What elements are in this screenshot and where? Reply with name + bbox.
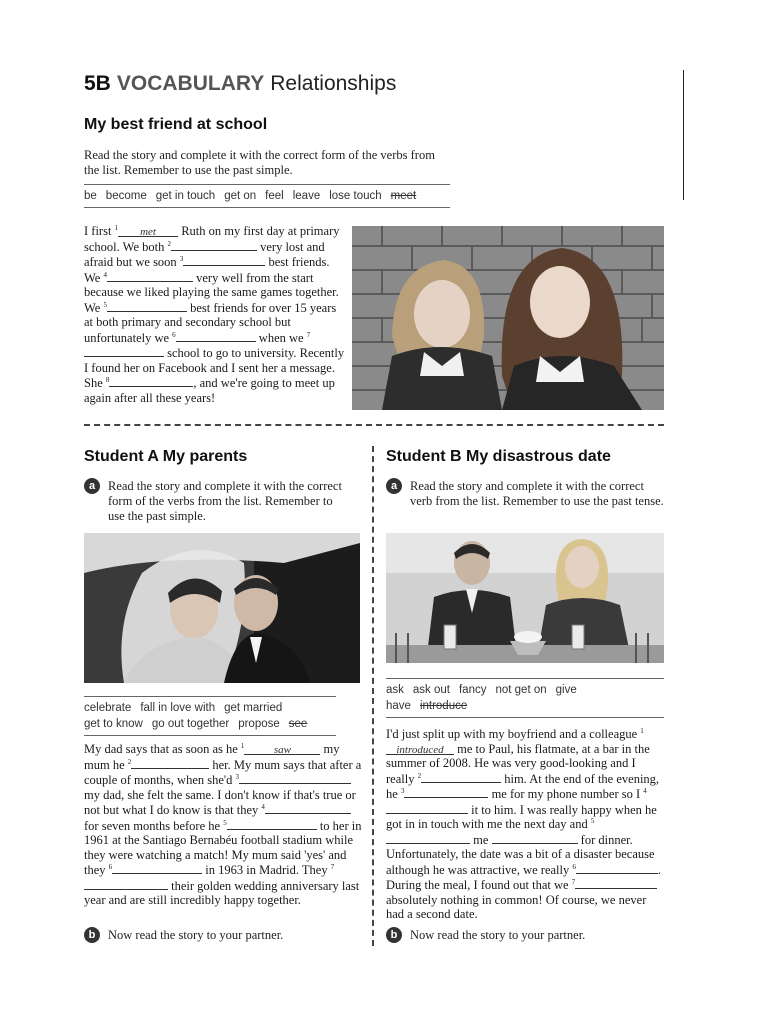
blank-a2[interactable] (131, 757, 209, 769)
schoolgirls-illustration (352, 226, 664, 410)
photo-schoolgirls (352, 226, 664, 410)
blank-b6[interactable] (576, 862, 658, 874)
photo-date-couple (386, 533, 664, 663)
word-item: propose (238, 718, 280, 730)
word-item: get on (224, 190, 257, 202)
word-item: celebrate (84, 702, 132, 714)
date-illustration (386, 533, 664, 663)
studentA-instructions: Read the story and complete it with the correct form of the verbs from the list. Remember to use the past simple. (108, 479, 342, 523)
studentA-task-a (84, 478, 364, 523)
task-b-badge: b (386, 927, 402, 943)
word-item: be (84, 190, 97, 202)
word-item: become (105, 190, 147, 202)
photo-wedding-couple (84, 533, 360, 683)
blank-b1[interactable]: introduced (386, 743, 454, 755)
task-a-badge: a (84, 478, 100, 494)
section1-word-list (84, 184, 450, 208)
blank-a6[interactable] (112, 862, 202, 874)
blank-a3[interactable] (239, 772, 351, 784)
word-item: get in touch (155, 190, 216, 202)
word-item: have (386, 700, 411, 712)
blank-a5[interactable] (227, 818, 317, 830)
margin-line (683, 70, 684, 200)
blank-b2[interactable] (421, 771, 501, 783)
word-item: get to know (84, 718, 143, 730)
section-divider (84, 424, 664, 426)
blank-4[interactable] (107, 270, 193, 282)
blank-a7[interactable] (84, 878, 168, 890)
blank-7[interactable] (84, 345, 164, 357)
studentA-final-instruction: Now read the story to your partner. (108, 928, 284, 942)
topic-label: Relationships (270, 72, 397, 95)
blank-b3[interactable] (404, 786, 488, 798)
section-label: VOCABULARY (116, 72, 265, 95)
word-item: go out together (151, 718, 230, 730)
section1-story: I first $^1$ met Ruth on my first day at primary school. We both $^2$ very lost and afraid but we soon $^3$ best friends. We $^4$ very well from the start because we liked playing the same games together. We $^5$ best friends for over 15 years at both primary and secondary school but unfortunately we $^6$ when we $^7$ school to go to university. Recently I found her on Facebook and I sent her a message. She $^8$ , and we're going to meet up again after all these years! (84, 223, 345, 405)
blank-2[interactable] (171, 239, 257, 251)
blank-a1[interactable]: saw (244, 743, 320, 755)
studentB-instructions: Read the story and complete it with the correct verb from the list. Remember to use the past tense. (410, 479, 664, 508)
blank-b5[interactable] (386, 832, 470, 844)
studentA-task-b (84, 927, 364, 945)
unit-code: 5B (84, 72, 111, 95)
task-a-badge: a (386, 478, 402, 494)
section1-instructions: Read the story and complete it with the correct form of the verbs from the list. Remember to use the past simple. (84, 148, 435, 177)
section1-heading: My best friend at school (84, 116, 268, 133)
studentB-task-b (386, 927, 666, 945)
blank-6[interactable] (176, 330, 256, 342)
word-item: feel (265, 190, 284, 202)
blank-8[interactable] (109, 375, 193, 387)
page-title (84, 72, 396, 96)
blank-b5b[interactable] (492, 832, 578, 844)
column-divider (372, 446, 374, 946)
studentA-word-list (84, 696, 336, 736)
word-item: lose touch (329, 190, 382, 202)
studentB-word-list (386, 678, 664, 718)
task-b-badge: b (84, 927, 100, 943)
studentA-heading: Student A My parents (84, 448, 248, 465)
studentB-task-a (386, 478, 666, 508)
word-item: ask out (412, 684, 450, 696)
studentB-heading: Student B My disastrous date (386, 448, 611, 465)
word-item: give (555, 684, 577, 696)
blank-a4[interactable] (265, 802, 351, 814)
blank-3[interactable] (183, 254, 265, 266)
studentB-final-instruction: Now read the story to your partner. (410, 928, 586, 942)
word-item-struck: see (288, 718, 308, 730)
wedding-illustration (84, 533, 360, 683)
word-item-struck: introduce (419, 700, 468, 712)
studentB-story: I'd just split up with my boyfriend and a colleague $^1$introduced me to Paul, his flatmate, at a bar in the summer of 2008. He was very good-looking and I really $^2$ him. At the end of the evening, he $^3$ me for my phone number so I $^4$ it to him. I was really happy when he got in in touch with me the next day and $^5$ me for dinner. Unfortunately, the date was a bit of a disaster because although he was attractive, we really $^6$ . During the meal, I found out that we $^7$ absolutely nothing in common! Of course, we never had a second date. (386, 726, 662, 921)
word-item-struck: meet (390, 190, 417, 202)
blank-5[interactable] (107, 300, 187, 312)
word-item: fall in love with (140, 702, 216, 714)
studentA-story: My dad says that as soon as he $^1$ saw my mum he $^2$ her. My mum says that after a couple of months, when she'd $^3$ my dad, she felt the same. I don't know if that's true or not but what I do know is that they $^4$ for seven months before he $^5$ to her in 1961 at the Santiago Bernabéu football stadium while they were watching a match! My mum said 'yes' and they $^6$ in 1963 in Madrid. They $^7$ their golden wedding anniversary last year and are still incredibly happy together. (84, 741, 362, 907)
word-item: get married (224, 702, 283, 714)
word-item: not get on (495, 684, 547, 696)
blank-b7[interactable] (575, 877, 657, 889)
word-item: leave (292, 190, 321, 202)
word-item: ask (386, 684, 404, 696)
word-item: fancy (458, 684, 487, 696)
blank-b4[interactable] (386, 802, 468, 814)
blank-1[interactable]: met (118, 225, 178, 237)
